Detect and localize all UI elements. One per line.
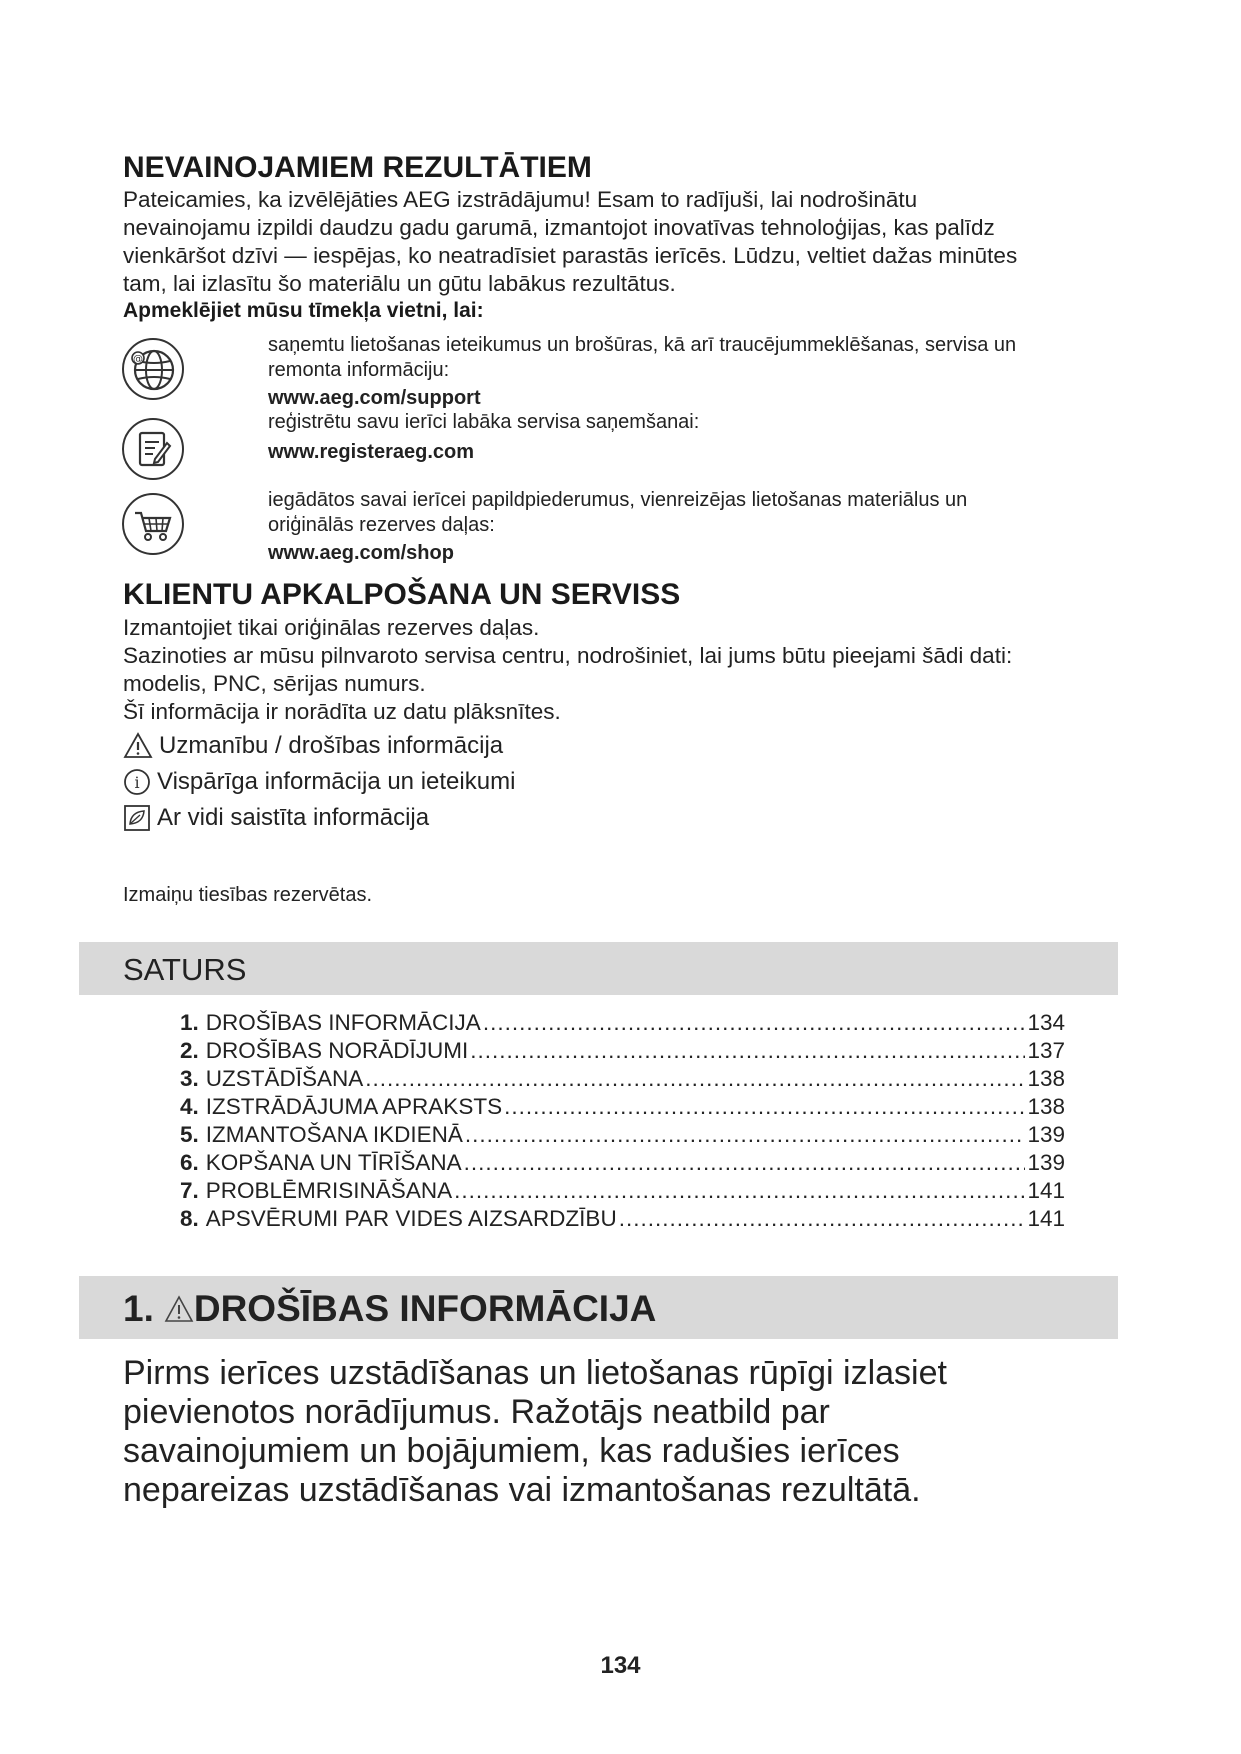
toc-item-number: 7. xyxy=(180,1178,199,1203)
service-line: Šī informācija ir norādīta uz datu plāksnītes. xyxy=(123,699,561,724)
website-item-text: reģistrētu savu ierīci labāka servisa saņemšanai: xyxy=(268,411,700,433)
toc-item[interactable] xyxy=(180,1149,1065,1177)
toc-item-title: IZMANTOŠANA IKDIENĀ xyxy=(205,1122,463,1147)
table-of-contents xyxy=(180,1009,1065,1233)
toc-item-title: DROŠĪBAS NORĀDĪJUMI xyxy=(205,1038,469,1063)
toc-item[interactable] xyxy=(180,1065,1065,1093)
toc-item-number: 2. xyxy=(180,1038,199,1063)
shop-link[interactable]: www.aeg.com/shop xyxy=(268,542,454,564)
legend-label: Uzmanību / drošības informācija xyxy=(159,732,504,759)
toc-item-number: 3. xyxy=(180,1066,199,1091)
toc-dot-leader xyxy=(465,1121,1026,1149)
toc-item[interactable] xyxy=(180,1205,1065,1233)
toc-item-title: DROŠĪBAS INFORMĀCIJA xyxy=(205,1010,481,1035)
environment-leaf-icon xyxy=(123,804,151,832)
legend-row-environment xyxy=(123,800,515,836)
svg-text:@: @ xyxy=(133,354,143,365)
toc-dot-leader xyxy=(464,1149,1026,1177)
globe-icon xyxy=(121,337,185,401)
toc-item-page: 134 xyxy=(1027,1010,1065,1035)
website-item-text: remonta informāciju: xyxy=(268,359,450,381)
intro-line: nevainojamu izpildi daudzu gadu garumā, izmantojot inovatīvas tehnoloģijas, kas palīdz xyxy=(123,215,995,240)
toc-item[interactable] xyxy=(180,1121,1065,1149)
toc-item-number: 4. xyxy=(180,1094,199,1119)
section-1-line: nepareizas uzstādīšanas vai izmantošanas rezultātā. xyxy=(123,1471,921,1509)
toc-dot-leader xyxy=(365,1065,1025,1093)
info-icon xyxy=(123,768,151,796)
toc-item-number: 1. xyxy=(180,1010,199,1035)
toc-item-page: 138 xyxy=(1027,1066,1065,1091)
section-1-line: pievienotos norādījumus. Ražotājs neatbild par xyxy=(123,1393,830,1431)
page-number: 134 xyxy=(600,1652,641,1679)
toc-dot-leader xyxy=(454,1177,1025,1205)
intro-line: vienkāršot dzīvi — iespējas, ko neatradīsiet parastās ierīcēs. Lūdzu, veltiet dažas minūtes xyxy=(123,243,1018,268)
website-item-text: oriģinālās rezerves daļas: xyxy=(268,514,495,536)
toc-item-number: 5. xyxy=(180,1122,199,1147)
toc-item-page: 138 xyxy=(1027,1094,1065,1119)
toc-item-title: IZSTRĀDĀJUMA APRAKSTS xyxy=(205,1094,503,1119)
register-document-icon xyxy=(121,417,185,481)
toc-item-page: 141 xyxy=(1027,1206,1065,1231)
legend-label: Ar vidi saistīta informācija xyxy=(157,804,430,831)
toc-item-page: 139 xyxy=(1027,1122,1065,1147)
toc-item-title: APSVĒRUMI PAR VIDES AIZSARDZĪBU xyxy=(205,1206,617,1231)
toc-item[interactable] xyxy=(180,1093,1065,1121)
toc-item[interactable] xyxy=(180,1009,1065,1037)
toc-item[interactable] xyxy=(180,1037,1065,1065)
website-item-register xyxy=(268,410,699,465)
svg-text:i: i xyxy=(134,773,140,792)
toc-item-title: UZSTĀDĪŠANA xyxy=(205,1066,364,1091)
toc-item[interactable] xyxy=(180,1177,1065,1205)
toc-item-number: 8. xyxy=(180,1206,199,1231)
toc-dot-leader xyxy=(504,1093,1025,1121)
toc-item-number: 6. xyxy=(180,1150,199,1175)
service-paragraph xyxy=(123,614,1133,726)
contents-title: SATURS xyxy=(123,952,247,987)
service-heading: KLIENTU APKALPOŠANA UN SERVISS xyxy=(123,578,681,611)
legend-row-info xyxy=(123,764,515,800)
intro-heading: NEVAINOJAMIEM REZULTĀTIEM xyxy=(123,151,592,184)
toc-dot-leader xyxy=(483,1009,1026,1037)
section-1-number: 1. xyxy=(123,1288,154,1329)
intro-line: tam, lai izlasītu šo materiālu un gūtu labākus rezultātus. xyxy=(123,271,676,296)
symbol-legend xyxy=(123,728,515,836)
warning-triangle-icon xyxy=(164,1295,194,1323)
website-item-support xyxy=(268,333,1016,411)
intro-line: Pateicamies, ka izvēlējāties AEG izstrādājumu! Esam to radījuši, lai nodrošinātu xyxy=(123,187,918,212)
toc-item-page: 137 xyxy=(1027,1038,1065,1063)
website-item-shop xyxy=(268,488,967,566)
website-item-text: iegādātos savai ierīcei papildpiederumus, vienreizējas lietošanas materiālus un xyxy=(268,489,968,511)
warning-triangle-icon xyxy=(123,731,153,761)
support-link[interactable]: www.aeg.com/support xyxy=(268,387,481,409)
section-1-line: savainojumiem un bojājumiem, kas radušies ierīces xyxy=(123,1432,900,1470)
toc-dot-leader xyxy=(470,1037,1025,1065)
legend-label: Vispārīga informācija un ieteikumi xyxy=(157,768,516,795)
section-1-heading xyxy=(123,1288,656,1330)
contents-header xyxy=(79,942,1118,995)
section-1-line: Pirms ierīces uzstādīšanas un lietošanas rūpīgi izlasiet xyxy=(123,1354,947,1392)
section-1-header xyxy=(79,1276,1118,1339)
service-line: modelis, PNC, sērijas numurs. xyxy=(123,671,426,696)
toc-item-title: PROBLĒMRISINĀŠANA xyxy=(205,1178,453,1203)
rights-reserved: Izmaiņu tiesības rezervētas. xyxy=(123,884,372,906)
toc-item-page: 139 xyxy=(1027,1150,1065,1175)
toc-item-title: KOPŠANA UN TĪRĪŠANA xyxy=(205,1150,462,1175)
toc-dot-leader xyxy=(619,1205,1026,1233)
register-link[interactable]: www.registeraeg.com xyxy=(268,441,474,463)
service-line: Sazinoties ar mūsu pilnvaroto servisa centru, nodrošiniet, lai jums būtu pieejami šādi dati: xyxy=(123,643,1013,668)
visit-label: Apmeklējiet mūsu tīmekļa vietni, lai: xyxy=(123,299,484,322)
website-item-text: saņemtu lietošanas ieteikumus un brošūras, kā arī traucējummeklēšanas, servisa un xyxy=(268,334,1017,356)
legend-row-warning xyxy=(123,728,515,764)
service-line: Izmantojiet tikai oriģinālas rezerves daļas. xyxy=(123,615,540,640)
shopping-cart-icon xyxy=(121,492,185,556)
intro-paragraph xyxy=(123,186,1133,298)
section-1-title: DROŠĪBAS INFORMĀCIJA xyxy=(193,1288,657,1329)
section-1-paragraph xyxy=(123,1354,1133,1510)
toc-item-page: 141 xyxy=(1027,1178,1065,1203)
